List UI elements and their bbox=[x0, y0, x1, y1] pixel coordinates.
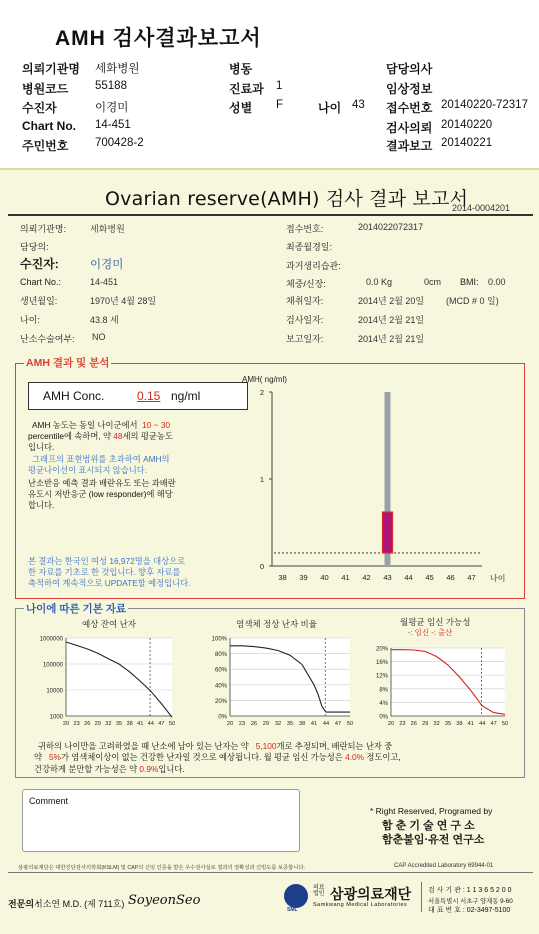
r-institution-label: 의뢰기관명: bbox=[20, 224, 66, 234]
r-bmi-value: 0.00 bbox=[488, 277, 506, 287]
rrn-value: 700428-2 bbox=[95, 137, 144, 149]
r-weight-value: 0.0 Kg bbox=[366, 277, 393, 287]
age-summary-2: 약 5%가 염색체이상이 없는 건강한 난자일 것으로 예상됩니다. 월 평균 임신 가능성은 4.0% 정도이고, bbox=[34, 752, 401, 762]
rights-line-2: 함 춘 기 술 연 구 소 bbox=[382, 820, 475, 832]
r-collect-label: 채취일자: bbox=[286, 296, 324, 306]
r-test-label: 검사일자: bbox=[286, 315, 324, 325]
mini3-x-tick-label: 20 bbox=[387, 721, 395, 727]
r-test-value: 2014년 2월 21일 bbox=[358, 315, 425, 325]
mini2-y-tick-label: 60% bbox=[214, 667, 227, 674]
contact-line-2: 서울특별시 서초구 양재동 9-60 bbox=[428, 898, 513, 905]
comment-box[interactable] bbox=[22, 789, 300, 852]
amh-desc-5: 유도시 저반응군 (low responder)에 해당 bbox=[28, 489, 173, 499]
amh-chart-x-tick-label: 41 bbox=[341, 573, 350, 582]
r-patient-label: 수진자: bbox=[20, 257, 59, 271]
mini2-x-tick-label: 44 bbox=[322, 721, 330, 727]
rights-line-3: 함춘불임·유전 연구소 bbox=[382, 834, 485, 846]
mini3-plot-area bbox=[391, 648, 505, 716]
mini1-x-tick-label: 23 bbox=[73, 721, 80, 727]
mini3-x-tick-label: 38 bbox=[456, 721, 463, 727]
mini1-x-tick-label: 32 bbox=[105, 721, 112, 727]
mini3-x-tick-label: 50 bbox=[501, 721, 509, 727]
r-bmi-label: BMI: bbox=[460, 277, 479, 287]
mini1-y-tick-label: 10000 bbox=[46, 688, 63, 695]
mini2-x-tick-label: 41 bbox=[310, 721, 318, 727]
r-weight-label: 체중/신장: bbox=[286, 279, 326, 289]
contact-line-1: 검 사 기 관 : 1 1 3 6 5 2 0 0 bbox=[428, 887, 512, 894]
footer-contact-divider bbox=[421, 882, 422, 912]
mini-chart-2-title: 염색체 정상 난자 비율 bbox=[236, 619, 317, 629]
mini2-x-tick-label: 23 bbox=[238, 721, 246, 727]
amh-blue-note-2: 평균나이선이 표시되지 않습니다. bbox=[28, 465, 148, 475]
mini3-x-tick-label: 26 bbox=[410, 721, 417, 727]
institution-label: 의뢰기관명 bbox=[22, 62, 80, 76]
chart-value: 14-451 bbox=[95, 119, 131, 131]
amh-chart-y-tick-label: 0 bbox=[259, 562, 264, 571]
footer-disclaimer: 삼광의료재단은 대한진단검사의학회(KSLM) 및 CAP의 신임 인증을 받은 우수검사실로 결과의 정확성과 신빙도를 보증합니다. bbox=[18, 865, 305, 871]
amh-conc-unit: ng/ml bbox=[171, 389, 201, 403]
receipt-value: 20140220-72317 bbox=[441, 99, 528, 111]
r-doctor-label: 담당의: bbox=[20, 242, 49, 252]
r-lmp-label: 최종월경일: bbox=[286, 242, 332, 252]
rrn-label: 주민번호 bbox=[22, 139, 69, 153]
amh-desc-2: percentile에 속하며, 약 48세의 평균농도 bbox=[28, 431, 173, 441]
normal-egg-ratio-chart bbox=[200, 630, 360, 730]
amh-desc-4: 난소반응 예측 결과 배란유도 또는 과배란 bbox=[28, 478, 176, 488]
amh-chart-x-tick-label: 38 bbox=[278, 573, 287, 582]
footer-cap: CAP Accredited Laboratory 69944-01 bbox=[394, 863, 494, 869]
specialist-value: 서소연 M.D. (제 711호) bbox=[34, 899, 125, 909]
doctor-signature: SoyeonSeo bbox=[128, 893, 201, 908]
amh-footnote-3: 축적하여 계속적으로 UPDATE할 예정입니다. bbox=[28, 578, 191, 588]
mini2-x-tick-label: 47 bbox=[334, 721, 342, 727]
mini3-x-tick-label: 35 bbox=[444, 721, 452, 727]
r-age-value: 43.8 세 bbox=[90, 315, 119, 325]
r-chart-label: Chart No.: bbox=[20, 277, 62, 287]
mini1-y-tick-label: 1000 bbox=[49, 714, 63, 721]
org-logo-text: SML bbox=[287, 907, 298, 913]
mini1-x-tick-label: 41 bbox=[137, 721, 144, 727]
doctor-label: 담당의사 bbox=[386, 62, 433, 76]
mini-chart-1-title: 예상 잔여 난자 bbox=[82, 619, 136, 629]
mini3-y-tick-label: 20% bbox=[375, 646, 388, 653]
mini1-x-tick-label: 44 bbox=[147, 721, 154, 727]
pregnancy-rate-chart bbox=[365, 638, 525, 730]
report-value: 20140221 bbox=[441, 137, 493, 149]
mini1-x-tick-label: 20 bbox=[62, 721, 70, 727]
mini3-x-tick-label: 44 bbox=[479, 721, 486, 727]
amh-section-label: AMH 결과 및 분석 bbox=[26, 357, 110, 369]
org-name: 삼광의료재단 bbox=[330, 886, 412, 902]
mini3-y-tick-label: 12% bbox=[375, 673, 388, 680]
mini3-y-tick-label: 0% bbox=[379, 714, 388, 721]
amh-footnote-2: 한 자료를 기초로 한 것입니다. 향후 자료를 bbox=[28, 567, 181, 577]
amh-chart-x-tick-label: 42 bbox=[362, 573, 371, 582]
mini2-y-tick-label: 0% bbox=[218, 714, 227, 721]
hospital-code-value: 55188 bbox=[95, 80, 127, 92]
amh-chart-ylabel: AMH( ng/ml) bbox=[242, 375, 287, 384]
mini2-x-tick-label: 35 bbox=[286, 721, 294, 727]
mini2-x-tick-label: 32 bbox=[274, 721, 282, 727]
footer-divider bbox=[8, 872, 533, 873]
r-report-value: 2014년 2월 21일 bbox=[358, 334, 425, 344]
mini2-y-tick-label: 100% bbox=[211, 636, 227, 643]
amh-chart-y-tick-label: 2 bbox=[259, 388, 264, 397]
mini3-x-tick-label: 23 bbox=[399, 721, 406, 727]
r-surgery-label: 난소수술여부: bbox=[20, 334, 75, 344]
org-small-label: 의료법인 bbox=[313, 885, 325, 897]
mini3-y-tick-label: 8% bbox=[379, 687, 388, 694]
ward-label: 병동 bbox=[229, 62, 253, 76]
mini-chart-3-legend: -: 임신 -: 출산 bbox=[408, 628, 453, 637]
amh-footnote-1: 본 결과는 한국인 여성 16,972명을 대상으로 bbox=[28, 556, 186, 566]
amh-chart-x-tick-label: 44 bbox=[404, 573, 413, 582]
r-dob-value: 1970년 4월 28일 bbox=[90, 296, 157, 306]
title-divider bbox=[8, 214, 533, 216]
mini2-plot-area bbox=[230, 638, 350, 716]
patient-label: 수진자 bbox=[22, 101, 57, 115]
hospital-code-label: 병원코드 bbox=[22, 82, 69, 96]
mini1-y-tick-label: 1000000 bbox=[39, 636, 63, 643]
mini1-x-tick-label: 35 bbox=[115, 721, 123, 727]
mini2-y-tick-label: 40% bbox=[214, 683, 227, 690]
mini2-y-tick-label: 80% bbox=[214, 652, 227, 659]
amh-chart-y-tick-label: 1 bbox=[259, 475, 264, 484]
org-logo-icon bbox=[284, 884, 308, 908]
mini3-x-tick-label: 41 bbox=[467, 721, 474, 727]
amh-chart-x-tick-label: 45 bbox=[425, 573, 434, 582]
amh-conc-box bbox=[28, 382, 248, 410]
patient-value: 이경미 bbox=[95, 102, 129, 114]
r-receipt-label: 접수번호: bbox=[286, 224, 324, 234]
mini3-y-tick-label: 16% bbox=[375, 660, 388, 667]
comment-label: Comment bbox=[29, 796, 69, 806]
r-mcd-value: (MCD # 0 일) bbox=[446, 296, 499, 306]
dept-value: 1 bbox=[276, 80, 283, 92]
amh-chart-x-tick-label: 46 bbox=[446, 573, 455, 582]
mini2-x-tick-label: 29 bbox=[262, 721, 270, 727]
r-history-label: 과거생리습관: bbox=[286, 261, 341, 271]
age-label: 나이 bbox=[318, 101, 342, 115]
sex-label: 성별 bbox=[229, 101, 253, 115]
sex-value: F bbox=[276, 99, 284, 111]
amh-percentile-band bbox=[383, 512, 393, 553]
document-title: AMH 검사결과보고서 bbox=[55, 27, 262, 50]
mini1-x-tick-label: 38 bbox=[126, 721, 133, 727]
mini2-x-tick-label: 26 bbox=[250, 721, 258, 727]
amh-desc-1: AMH 농도는 동일 나이군에서 10 ~ 30 bbox=[32, 420, 171, 430]
r-collect-value: 2014년 2월 20일 bbox=[358, 296, 425, 306]
rights-line-1: * Right Reserved, Programed by bbox=[370, 806, 493, 816]
report-number: 2014-0004201 bbox=[452, 203, 511, 213]
mini1-y-tick-label: 100000 bbox=[42, 662, 63, 669]
request-label: 검사의뢰 bbox=[386, 121, 433, 135]
mini1-x-tick-label: 47 bbox=[158, 721, 165, 727]
age-summary-3: 건강하게 분만할 가능성은 약 0.9%입니다. bbox=[34, 764, 185, 774]
r-height-value: 0cm bbox=[424, 277, 442, 287]
request-value: 20140220 bbox=[441, 119, 493, 131]
mini3-x-tick-label: 29 bbox=[422, 721, 429, 727]
mini3-y-tick-label: 4% bbox=[379, 700, 388, 707]
mini2-x-tick-label: 38 bbox=[298, 721, 306, 727]
mini3-x-tick-label: 47 bbox=[490, 721, 497, 727]
amh-chart-xlabel: 나이 bbox=[490, 574, 506, 583]
amh-blue-note-1: 그래프의 표현범위를 초과하여 AMH의 bbox=[32, 454, 170, 464]
mini1-plot-area bbox=[66, 638, 172, 716]
report-title: Ovarian reserve(AMH) 검사 결과 보고서 bbox=[105, 188, 469, 210]
amh-desc-3: 입니다. bbox=[28, 442, 55, 452]
r-institution-value: 세화병원 bbox=[90, 224, 125, 234]
r-patient-value: 이경미 bbox=[90, 259, 124, 271]
mini1-x-tick-label: 29 bbox=[94, 721, 101, 727]
amh-chart-x-tick-label: 40 bbox=[320, 573, 329, 582]
age-section-label: 나이에 따른 기본 자료 bbox=[26, 603, 127, 615]
mini2-x-tick-label: 20 bbox=[226, 721, 234, 727]
age-summary-1: 귀하의 나이만을 고려하였을 때 난소에 남아 있는 난자는 약 5,100개로 추정되며, 배란되는 난자 중 bbox=[38, 741, 393, 751]
org-english-name: Samkwang Medical Laboratories bbox=[313, 902, 408, 908]
mini1-x-tick-label: 50 bbox=[168, 721, 176, 727]
amh-desc-6: 합니다. bbox=[28, 500, 55, 510]
mini1-x-tick-label: 26 bbox=[84, 721, 91, 727]
amh-age-chart bbox=[236, 370, 526, 590]
specialist-label: 전문의 : bbox=[8, 899, 40, 909]
amh-conc-label: AMH Conc. bbox=[43, 389, 105, 403]
report-label: 결과보고 bbox=[386, 139, 433, 153]
dept-label: 진료과 bbox=[229, 82, 264, 96]
amh-chart-x-tick-label: 39 bbox=[299, 573, 308, 582]
r-receipt-value: 2014022072317 bbox=[358, 222, 424, 232]
r-report-label: 보고일자: bbox=[286, 334, 324, 344]
receipt-label: 접수번호 bbox=[386, 101, 433, 115]
mini2-x-tick-label: 50 bbox=[346, 721, 354, 727]
r-surgery-value: NO bbox=[92, 332, 106, 342]
clinical-label: 임상정보 bbox=[386, 82, 433, 96]
mini2-y-tick-label: 20% bbox=[214, 698, 227, 705]
r-age-label: 나이: bbox=[20, 315, 40, 325]
amh-conc-value: 0.15 bbox=[137, 389, 161, 403]
age-value: 43 bbox=[352, 99, 365, 111]
r-dob-label: 생년월일: bbox=[20, 296, 58, 306]
remaining-eggs-chart bbox=[22, 630, 182, 730]
amh-chart-x-tick-label: 43 bbox=[383, 573, 392, 582]
mini-chart-3-title: 월평균 임신 가능성 bbox=[400, 617, 471, 627]
contact-line-3: 대 표 번 호 : 02-3497-5100 bbox=[428, 907, 511, 914]
r-chart-value: 14-451 bbox=[90, 277, 119, 287]
amh-chart-x-tick-label: 47 bbox=[467, 573, 476, 582]
mini3-x-tick-label: 32 bbox=[433, 721, 440, 727]
chart-label: Chart No. bbox=[22, 119, 76, 133]
institution-value: 세화병원 bbox=[95, 63, 140, 75]
